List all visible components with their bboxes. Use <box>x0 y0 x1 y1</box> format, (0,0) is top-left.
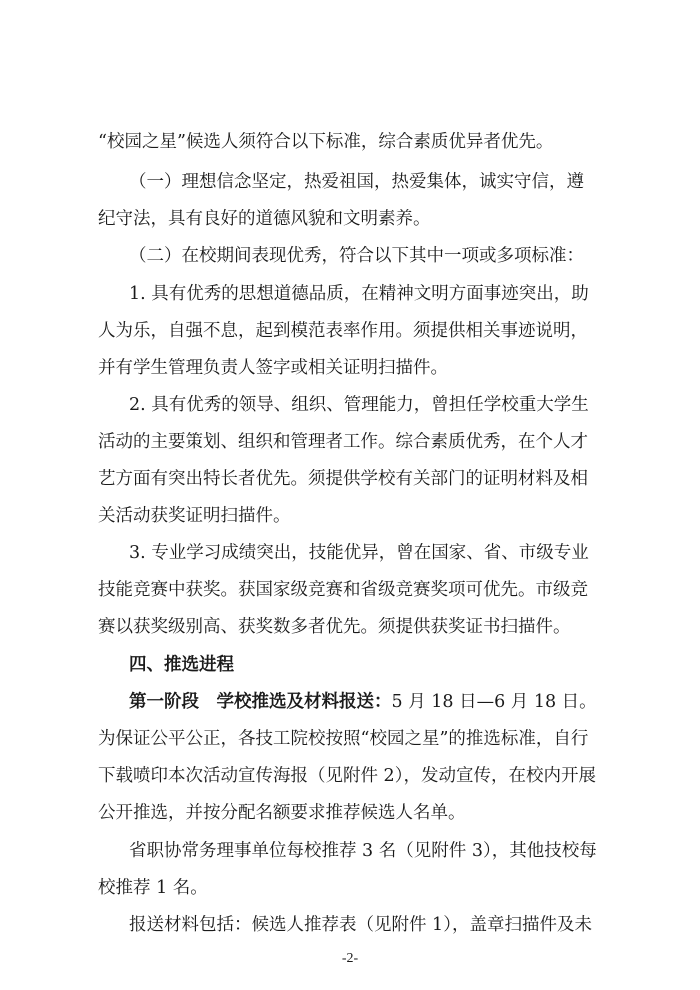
text-line: （二）在校期间表现优秀，符合以下其中一项或多项标准： <box>129 246 584 266</box>
date-range: 5 月 18 日—6 月 18 日。 <box>391 692 597 712</box>
text-line: 1. 具有优秀的思想道德品质，在精神文明方面事迹突出，助 <box>129 284 589 304</box>
text-line: 公开推选，并按分配名额要求推荐候选人名单。 <box>98 803 466 823</box>
paragraph-line <box>129 283 700 305</box>
stage-label: 第一阶段 学校推选及材料报送： <box>129 692 392 712</box>
paragraph-line <box>98 802 700 824</box>
paragraph-line <box>129 914 700 936</box>
text-line: 省职协常务理事单位每校推荐 3 名（见附件 3），其他技校每 <box>129 841 597 861</box>
text-line: 关活动获奖证明扫描件。 <box>98 506 291 526</box>
paragraph-line <box>129 171 584 193</box>
text-line: （一）理想信念坚定，热爱祖国，热爱集体，诚实守信，遵 <box>129 172 584 192</box>
text-line: 艺方面有突出特长者优先。须提供学校有关部门的证明材料及相 <box>98 469 588 489</box>
text-line: 赛以获奖级别高、获奖数多者优先。须提供获奖证书扫描件。 <box>98 617 571 637</box>
paragraph-line <box>98 131 700 153</box>
text-line: 下载喷印本次活动宣传海报（见附件 2），发动宣传，在校内开展 <box>98 766 596 786</box>
text-line: 并有学生管理负责人签字或相关证明扫描件。 <box>98 358 448 378</box>
text-line: 活动的主要策划、组织和管理者工作。综合素质优秀，在个人才 <box>98 432 588 452</box>
text-line: “校园之星”候选人须符合以下标准，综合素质优异者优先。 <box>98 132 554 152</box>
text-line: 人为乐，自强不息，起到模范表率作用。须提供相关事迹说明， <box>98 321 588 341</box>
paragraph-line <box>98 468 700 490</box>
heading-text: 四、推选进程 <box>129 655 234 675</box>
paragraph-line <box>98 877 700 899</box>
paragraph-line <box>129 840 700 862</box>
paragraph-line <box>98 616 700 638</box>
text-line: 为保证公平公正，各技工院校按照“校园之星”的推选标准，自行 <box>98 729 589 749</box>
text-line: 报送材料包括：候选人推荐表（见附件 1），盖章扫描件及未 <box>129 915 592 935</box>
text-line: 3. 专业学习成绩突出，技能优异，曾在国家、省、市级专业 <box>129 543 589 563</box>
paragraph-line <box>129 691 700 713</box>
text-line: 2. 具有优秀的领导、组织、管理能力，曾担任学校重大学生 <box>129 395 589 415</box>
paragraph-line <box>98 357 700 379</box>
page-number: -2- <box>341 951 359 966</box>
text-line: 校推荐 1 名。 <box>98 878 208 898</box>
paragraph-line <box>129 245 700 267</box>
text-line: 技能竞赛中获奖。获国家级竞赛和省级竞赛奖项可优先。市级竞 <box>98 580 588 600</box>
paragraph-line <box>129 542 700 564</box>
paragraph-line <box>98 765 700 787</box>
section-heading <box>129 654 700 676</box>
paragraph-line <box>129 394 700 416</box>
text-line: 纪守法，具有良好的道德风貌和文明素养。 <box>98 209 431 229</box>
paragraph-line <box>98 579 700 601</box>
paragraph-line <box>98 208 700 230</box>
paragraph-line <box>98 431 700 453</box>
paragraph-line <box>98 505 700 527</box>
paragraph-line <box>98 728 700 750</box>
paragraph-line <box>98 320 700 342</box>
